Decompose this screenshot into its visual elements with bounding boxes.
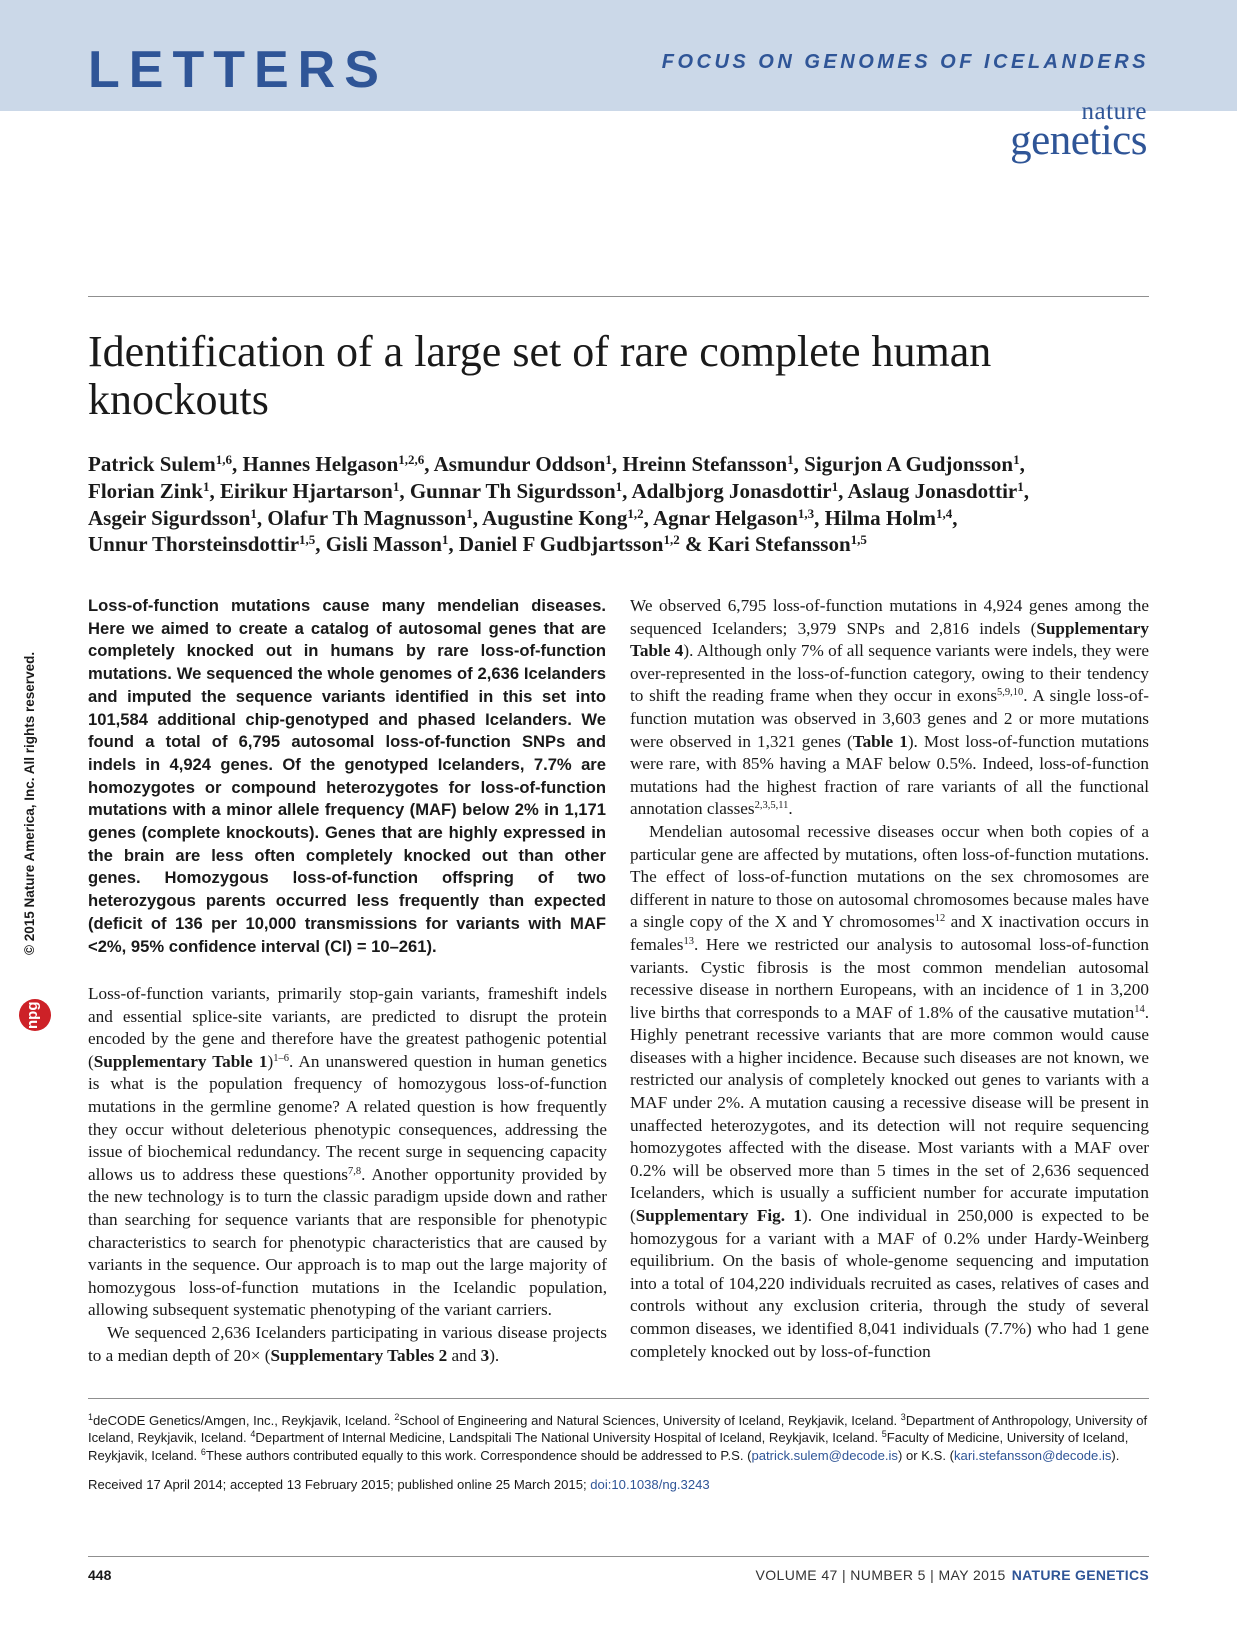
text-run: Loss-of-function variants, primarily stop-gain variants, frameshift indels and essential splice-site variants, are predicted to disrupt the protein encoded by the gene and therefore have the greatest pathogenic potential ( xyxy=(88,984,607,1071)
footer-citation xyxy=(756,1567,1150,1583)
abstract xyxy=(88,595,606,958)
citation-ref: 13 xyxy=(683,935,694,947)
author-name: Sigurjon A Gudjonsson xyxy=(804,452,1014,476)
author-name: Asmundur Oddson xyxy=(433,452,606,476)
dates-text: Received 17 April 2014; accepted 13 February 2015; published online 25 March 2015; xyxy=(88,1477,591,1493)
author-affiliation: 1,6 xyxy=(215,452,232,467)
author-name: Kari Stefansson xyxy=(707,532,851,557)
author-affiliation: 1,5 xyxy=(850,532,867,548)
author-separator: , xyxy=(472,505,483,530)
body-paragraph xyxy=(88,983,607,1322)
author-separator: , xyxy=(838,478,848,503)
author-affiliation: 1 xyxy=(787,452,794,467)
author-affiliation: 1 xyxy=(466,505,473,521)
author-separator: , xyxy=(1019,452,1025,476)
author-separator: , xyxy=(256,505,268,530)
copyright-notice: © 2015 Nature America, Inc. All rights reserved. xyxy=(22,651,37,955)
text-run: ) or K.S. ( xyxy=(897,1447,954,1463)
doi-link[interactable]: doi:10.1038/ng.3243 xyxy=(590,1477,710,1493)
title-top-rule xyxy=(88,296,1149,297)
author-separator: , xyxy=(399,478,410,503)
text-run: Mendelian autosomal recessive diseases occur when both copies of a particular gene are affected by mutations, often loss-of-function mutations. The effect of loss-of-function mutations on the sex chromosomes are different in nature to those on autosomal chromosomes because males have a single copy of the X and Y chromosomes xyxy=(630,821,1149,932)
body-paragraph xyxy=(630,595,1149,821)
text-run: ). xyxy=(489,1345,500,1365)
author-affiliation: 1,2 xyxy=(663,532,680,548)
text-run: . Another opportunity provided by the new technology is to turn the classic paradigm upside down and rather than searching for sequence variants that are responsible for phenotypic characteristics to search for phenotypic characteristics that are caused by variants in the sequence. Our approach is to map out the large majority of homozygous loss-of-function mutations in the Icelandic population, allowing subsequent systematic phenotyping of the variant carriers. xyxy=(88,1164,607,1320)
article-title: Identification of a large set of rare complete human knockouts xyxy=(88,327,992,424)
author-affiliation: 1 xyxy=(392,478,400,494)
citation-ref: 1 xyxy=(88,1412,94,1422)
author-separator: , xyxy=(448,532,459,557)
author-line xyxy=(88,478,1149,505)
author-affiliation: 1,3 xyxy=(797,505,815,521)
author-name: Eirikur Hjartarson xyxy=(219,478,393,503)
author-affiliation: 1 xyxy=(831,478,839,494)
logo-genetics-text: genetics xyxy=(1010,117,1147,164)
text-run: ). Most loss-of-function mutations were rare, with 85% having a MAF below 0.5%. Indeed, loss-of-function mutations had the highest fraction of rare variants of all the functional annotation classes xyxy=(630,731,1149,819)
citation-ref: 14 xyxy=(1134,1003,1145,1015)
author-separator: , xyxy=(793,452,805,476)
supplementary-ref: Supplementary Fig. 1 xyxy=(635,1206,802,1226)
affiliations xyxy=(88,1412,1149,1464)
text-run: deCODE Genetics/Amgen, Inc., Reykjavik, Iceland. xyxy=(93,1413,395,1428)
logo-nature-text: nature xyxy=(1081,98,1147,125)
text-run: ) xyxy=(267,1051,274,1071)
author-name: Gisli Masson xyxy=(325,532,442,557)
text-run: Department of Anthropology, University of Iceland, Reykjavik, Iceland. xyxy=(88,1413,1148,1446)
text-run: . Here we restricted our analysis to autosomal loss-of-function variants. Cystic fibrosis is the most common mendelian autosomal recessive disease in northern Europeans, with an incidence of 1 in 3,200 live births that corresponds to a MAF of 1.8% of the causative mutation xyxy=(630,934,1149,1022)
author-separator: , xyxy=(424,452,434,476)
focus-series-label: FOCUS ON GENOMES OF ICELANDERS xyxy=(661,51,1149,73)
text-run: Department of Internal Medicine, Landspitali The National University Hospital of Iceland, Reykjavik, Iceland. xyxy=(255,1430,882,1446)
text-run: ). xyxy=(1111,1447,1120,1463)
author-name: Olafur Th Magnusson xyxy=(267,505,467,530)
author-line xyxy=(88,451,1149,478)
author-name: Gunnar Th Sigurdsson xyxy=(409,478,616,503)
npg-logo-icon xyxy=(19,999,51,1031)
author-separator: & xyxy=(679,532,708,557)
body-column-right xyxy=(630,595,1149,1363)
text-run: We sequenced 2,636 Icelanders participating in various disease projects to a median depth of 20× ( xyxy=(88,1322,607,1365)
text-run: ). One individual in 250,000 is expected to be homozygous for a variant with a MAF of 0.2% under Hardy-Weinberg equilibrium. On the basis of whole-genome sequencing and imputation into a total of 104,220 individuals recruited as cases, relatives of cases and controls without any exclusion criteria, through the study of several common diseases, we identified 8,041 individuals (7.7%) who had 1 gene completely knocked out by loss-of-function xyxy=(630,1206,1149,1361)
author-affiliation: 1,2,6 xyxy=(398,452,425,467)
npg-logo-text: npg xyxy=(24,1001,41,1029)
publication-dates xyxy=(88,1476,1149,1493)
supplementary-ref: Supplementary Table 1 xyxy=(93,1051,268,1071)
author-name: Adalbjorg Jonasdottir xyxy=(631,478,832,503)
citation-ref: 5 xyxy=(881,1429,887,1440)
email-link[interactable]: patrick.sulem@decode.is xyxy=(751,1447,898,1463)
citation-ref: 2 xyxy=(394,1412,400,1422)
author-separator: , xyxy=(315,532,326,557)
citation-ref: 5,9,10 xyxy=(997,687,1024,699)
author-name: Augustine Kong xyxy=(482,505,628,530)
author-affiliation: 1 xyxy=(1017,478,1024,494)
author-affiliation: 1 xyxy=(250,505,257,521)
body-paragraph xyxy=(630,821,1149,1363)
text-run: . xyxy=(788,799,793,819)
author-name: Florian Zink xyxy=(88,478,203,503)
text-run: These authors contributed equally to this work. Correspondence should be addressed to P.S. ( xyxy=(205,1447,752,1463)
citation-ref: 7,8 xyxy=(347,1165,362,1177)
author-name: Daniel F Gudbjartsson xyxy=(458,532,664,557)
author-affiliation: 1 xyxy=(202,478,210,494)
email-link[interactable]: kari.stefansson@decode.is xyxy=(954,1447,1112,1463)
author-affiliation: 1 xyxy=(1013,452,1020,467)
author-line xyxy=(88,505,1149,532)
author-separator: , xyxy=(231,452,243,476)
supplementary-ref: Supplementary Table 4 xyxy=(630,618,1149,661)
author-line xyxy=(88,531,1149,558)
journal-logo xyxy=(1010,98,1147,164)
body-column-left xyxy=(88,983,607,1367)
text-run: . Highly penetrant recessive variants that are more common would cause diseases with a higher incidence. Because such diseases are not known, we restricted our analysis of completely knocked out genes to variants with a MAF under 2%. A mutation causing a recessive disease will be present in unaffected heterozygotes, and its detection will not require sequencing homozygotes affected with the disease. Most variants with a MAF over 0.2% will be observed more than 5 times in the set of 2,636 sequenced Icelanders, which is usually a sufficient number for accurate imputation ( xyxy=(630,1002,1149,1226)
text-run: and xyxy=(447,1345,481,1365)
footer-rule xyxy=(88,1556,1149,1557)
footer-journal-name: NATURE GENETICS xyxy=(1011,1567,1149,1583)
citation-ref: 3 xyxy=(900,1412,906,1422)
text-run: . A single loss-of-function mutation was observed in 3,603 genes and 2 or more mutations were observed in 1,321 genes ( xyxy=(630,686,1149,751)
text-run: Faculty of Medicine, University of Iceland, Reykjavik, Iceland. xyxy=(88,1430,1129,1463)
text-run: and X inactivation occurs in females xyxy=(630,912,1150,954)
author-separator: , xyxy=(611,452,623,476)
author-name: Aslaug Jonasdottir xyxy=(847,478,1018,503)
citation-ref: 6 xyxy=(200,1446,206,1457)
supplementary-ref: Table 1 xyxy=(852,731,908,751)
citation-ref: 1–6 xyxy=(273,1052,289,1064)
author-separator: , xyxy=(814,505,825,530)
citation-ref: 12 xyxy=(934,913,946,925)
section-label: LETTERS xyxy=(88,41,388,99)
author-name: Unnur Thorsteinsdottir xyxy=(88,532,300,557)
body-paragraph xyxy=(88,1322,607,1367)
author-affiliation: 1,4 xyxy=(936,505,953,521)
footnotes xyxy=(88,1412,1149,1494)
author-list xyxy=(88,451,1149,558)
author-affiliation: 1,5 xyxy=(299,532,316,548)
text-run: School of Engineering and Natural Sciences, University of Iceland, Reykjavik, Iceland. xyxy=(399,1413,901,1428)
author-name: Hreinn Stefansson xyxy=(622,452,788,476)
author-name: Hilma Holm xyxy=(824,505,936,530)
supplementary-ref: Supplementary Tables 2 xyxy=(270,1345,448,1365)
author-affiliation: 1 xyxy=(441,532,449,548)
author-affiliation: 1,2 xyxy=(627,505,644,521)
supplementary-ref: 3 xyxy=(480,1345,490,1365)
citation-ref: 4 xyxy=(250,1429,256,1440)
author-name: Asgeir Sigurdsson xyxy=(88,505,251,530)
author-affiliation: 1 xyxy=(615,478,623,494)
abstract-text: Loss-of-function mutations cause many mendelian diseases. Here we aimed to create a catalog of autosomal genes that are completely knocked out in humans by rare loss-of-function mutations. We sequenced the whole genomes of 2,636 Icelanders and imputed the sequence variants identified in this set into 101,584 additional chip-genotyped and phased Icelanders. We found a total of 6,795 autosomal loss-of-function SNPs and indels in 4,924 genes. Of the genotyped Icelanders, 7.7% are homozygotes or compound heterozygotes for loss-of-function mutations with a minor allele frequency (MAF) below 2% in 1,171 genes (complete knockouts). Genes that are highly expressed in the brain are less often completely knocked out than other genes. Homozygous loss-of-function offspring of two heterozygous parents occurred less frequently than expected (deficit of 136 per 10,000 transmissions for variants with MAF <2%, 95% confidence interval (CI) = 10–261). xyxy=(88,596,606,956)
page-number: 448 xyxy=(88,1567,112,1583)
author-separator: , xyxy=(1023,478,1029,503)
author-separator: , xyxy=(209,478,220,503)
author-separator: , xyxy=(952,505,958,530)
text-run: . An unanswered question in human genetics is what is the population frequency of homozygous loss-of-function mutations in the germline genome? A related question is how frequently they occur without deleterious phenotypic consequences, addressing the issue of biochemical redundancy. The recent surge in sequencing capacity allows us to address these questions xyxy=(88,1051,607,1184)
text-run: ). Although only 7% of all sequence variants were indels, they were over-represented in the loss-of-function category, owing to their tendency to shift the reading frame when they occur in exons xyxy=(630,641,1149,706)
volume-info: VOLUME 47 | NUMBER 5 | MAY 2015 xyxy=(755,1567,1006,1583)
author-name: Hannes Helgason xyxy=(242,452,399,476)
author-separator: , xyxy=(622,478,632,503)
author-name: Patrick Sulem xyxy=(88,452,216,476)
author-separator: , xyxy=(643,505,653,530)
citation-ref: 2,3,5,11 xyxy=(754,800,789,812)
text-run: We observed 6,795 loss-of-function mutations in 4,924 genes among the sequenced Icelanders; 3,979 SNPs and 2,816 indels ( xyxy=(630,596,1149,638)
author-affiliation: 1 xyxy=(605,452,612,467)
author-name: Agnar Helgason xyxy=(652,505,798,530)
footnotes-rule xyxy=(88,1398,1149,1399)
